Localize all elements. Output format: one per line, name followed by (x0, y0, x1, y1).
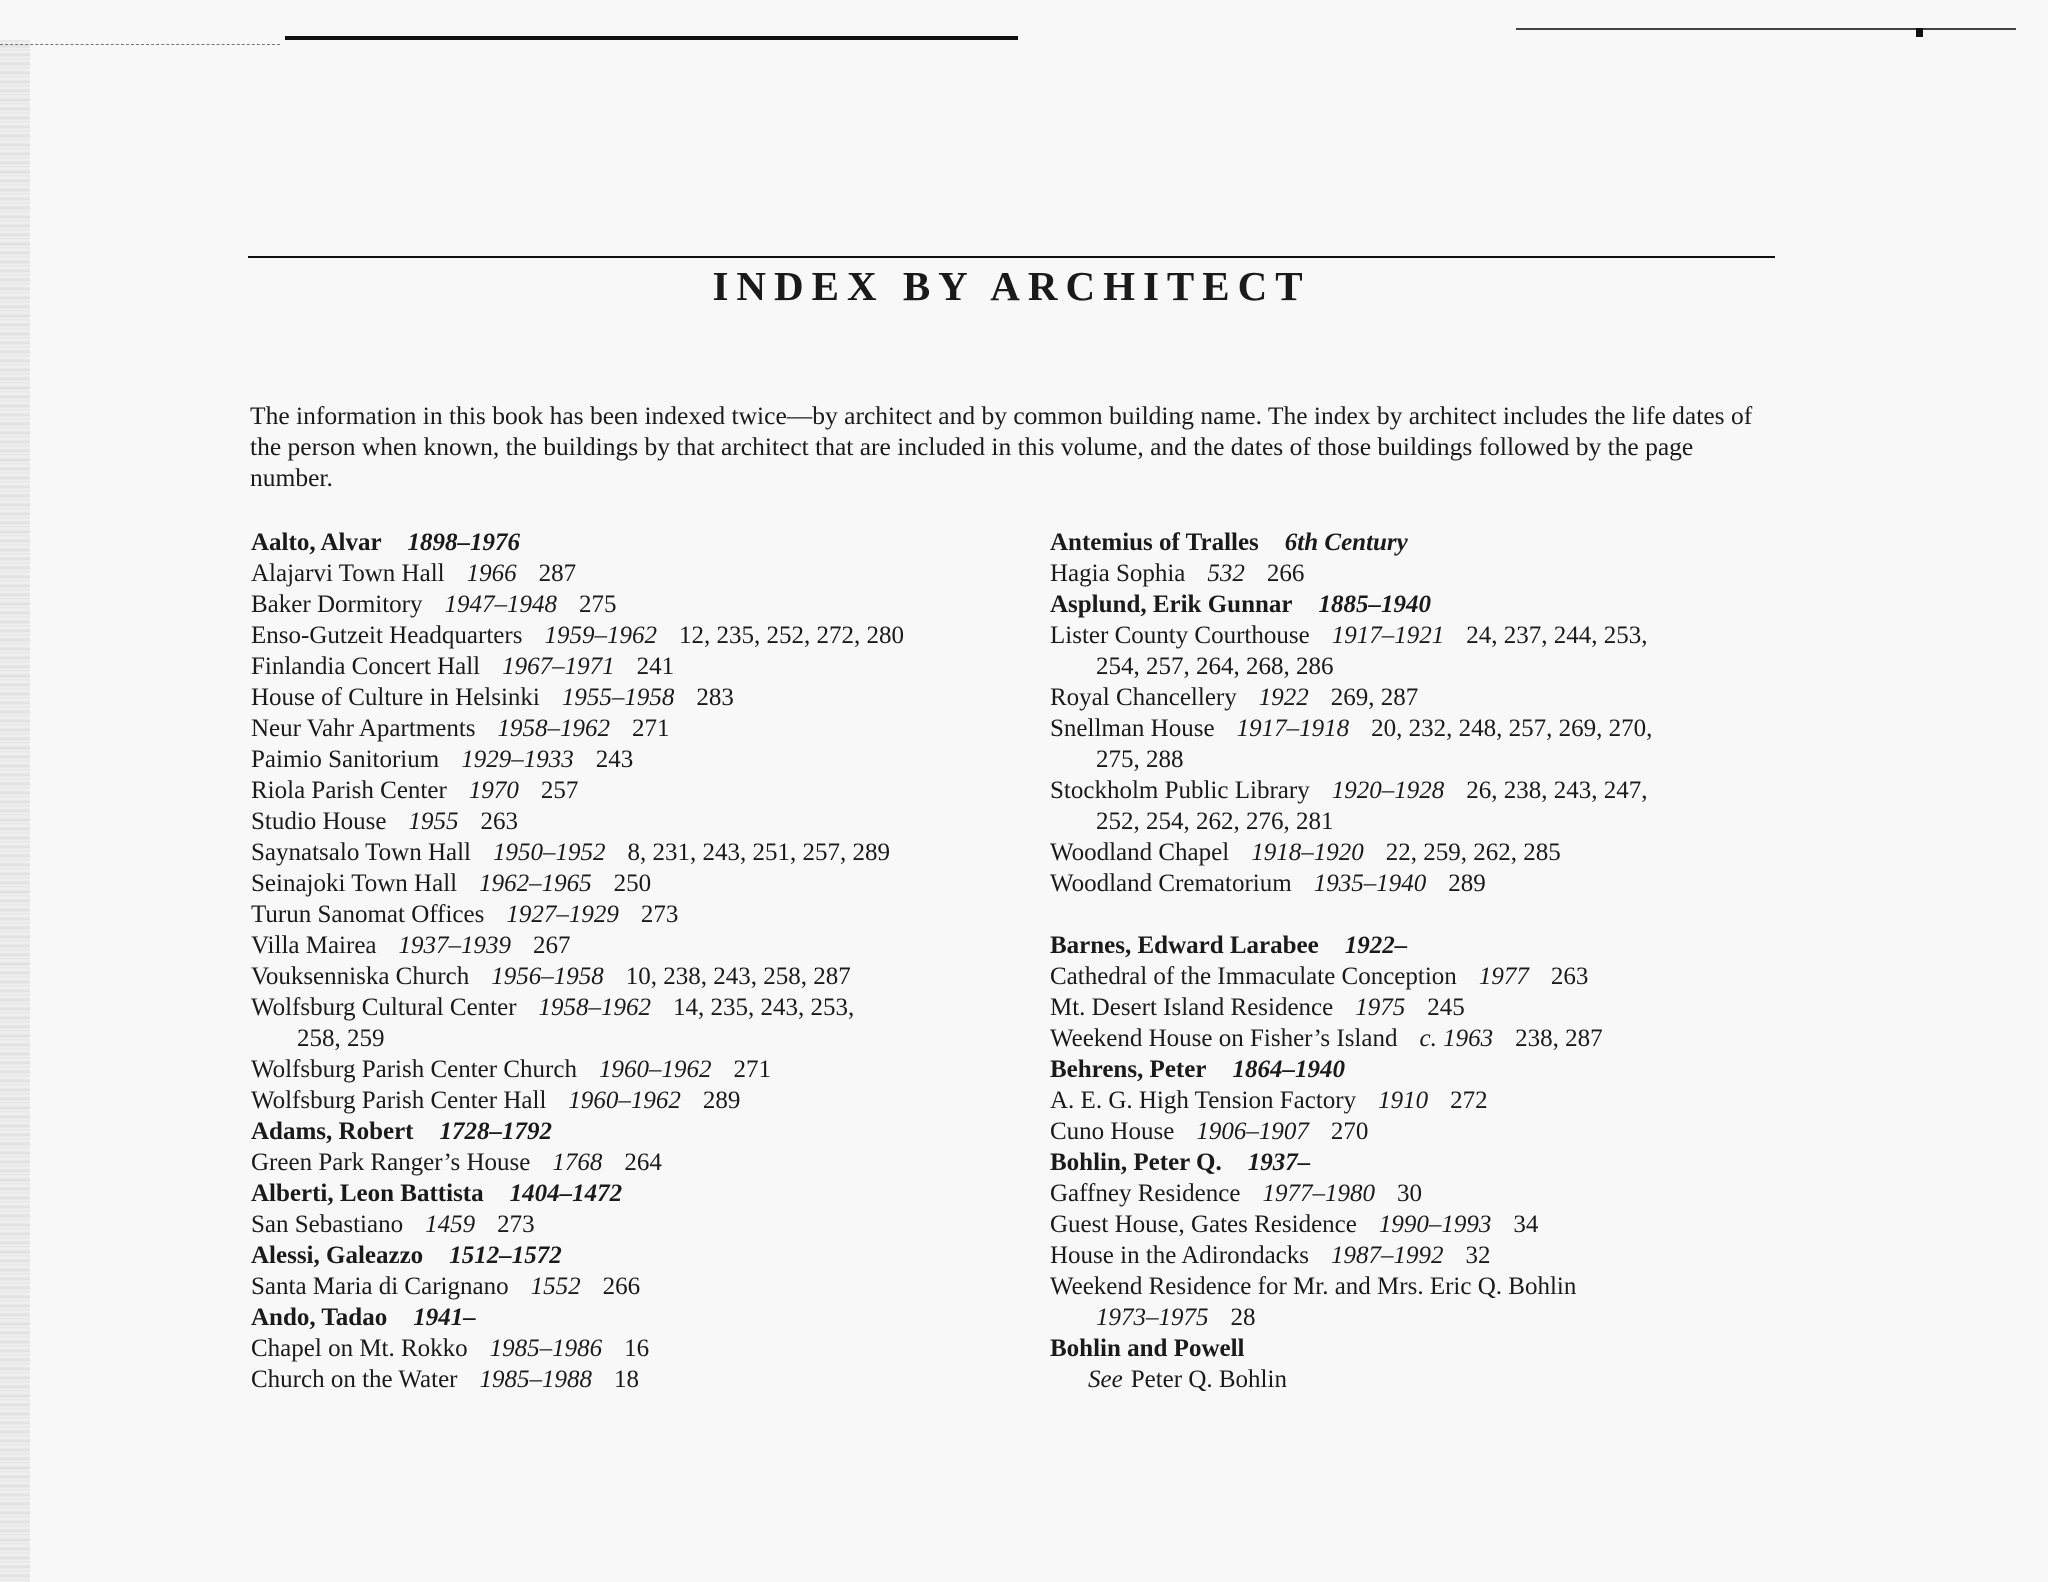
page-refs-continued: 252, 254, 262, 276, 281 (1096, 808, 1334, 835)
building-name: Santa Maria di Carignano (251, 1273, 509, 1300)
building-name: Gaffney Residence (1050, 1180, 1241, 1207)
building-name: Vouksenniska Church (251, 963, 470, 990)
building-date: 1977–1980 (1262, 1180, 1375, 1207)
building-date: 1966 (466, 560, 517, 587)
page-refs: 245 (1427, 994, 1465, 1021)
architect-name: Bohlin, Peter Q. (1050, 1149, 1222, 1176)
page-refs: 287 (538, 560, 577, 587)
page-refs: 28 (1230, 1304, 1256, 1331)
architect-dates: 1922– (1344, 932, 1408, 959)
building-name: Paimio Sanitorium (251, 746, 440, 773)
building-name: Weekend Residence for Mr. and Mrs. Eric Q. Bohlin (1050, 1273, 1577, 1300)
building-entry (251, 868, 1011, 899)
building-date: 1977 (1478, 963, 1529, 990)
architect-heading (251, 1302, 1011, 1333)
building-name: Royal Chancellery (1050, 684, 1237, 711)
architect-heading (1050, 589, 1810, 620)
building-date: 1970 (468, 777, 519, 804)
building-date: 1917–1921 (1331, 622, 1445, 649)
building-name: Baker Dormitory (251, 591, 423, 618)
page-refs: 271 (733, 1056, 771, 1083)
building-date: 1768 (552, 1149, 603, 1176)
building-entry (251, 806, 1011, 837)
architect-heading (251, 1178, 1011, 1209)
building-date: 1947–1948 (444, 591, 557, 618)
building-entry (1050, 1271, 1810, 1302)
building-date: 1917–1918 (1236, 715, 1350, 742)
building-entry (1050, 1116, 1810, 1147)
architect-name: Aalto, Alvar (251, 529, 382, 556)
building-date: 1950–1952 (492, 839, 606, 866)
building-name: Stockholm Public Library (1050, 777, 1310, 804)
building-entry (251, 558, 1011, 589)
building-entry (251, 1364, 1011, 1395)
building-date: 1918–1920 (1251, 839, 1364, 866)
intro-paragraph: The information in this book has been indexed twice—by architect and by common building name. The index by architect includes the life dates of the person when known, the buildings by that architect that are included in this volume, and the dates of those buildings followed by the page number. (250, 401, 1753, 492)
page-refs: 289 (702, 1087, 741, 1114)
building-name: Alajarvi Town Hall (251, 560, 445, 587)
architect-name: Alberti, Leon Battista (251, 1180, 484, 1207)
building-date: 1987–1992 (1330, 1242, 1444, 1269)
page-refs: 264 (624, 1149, 662, 1176)
building-date: 1955–1958 (561, 684, 675, 711)
building-date: 1973–1975 (1096, 1304, 1209, 1331)
page-refs: 271 (632, 715, 670, 742)
architect-heading (1050, 1054, 1810, 1085)
title-rule (248, 256, 1775, 258)
building-name: Turun Sanomat Offices (251, 901, 485, 928)
page-refs: 16 (624, 1335, 650, 1362)
building-name: Green Park Ranger’s House (251, 1149, 531, 1176)
architect-name: Antemius of Tralles (1050, 529, 1259, 556)
building-name: Woodland Crematorium (1050, 870, 1292, 897)
page-refs: 266 (1266, 560, 1305, 587)
page-refs-continued: 254, 257, 264, 268, 286 (1096, 653, 1334, 680)
architect-dates: 1512–1572 (449, 1242, 562, 1269)
building-name: Enso-Gutzeit Headquarters (251, 622, 523, 649)
building-entry (251, 620, 1011, 651)
architect-heading (1050, 527, 1810, 558)
architect-name: Asplund, Erik Gunnar (1050, 591, 1293, 618)
building-entry (251, 682, 1011, 713)
page-refs: 289 (1448, 870, 1486, 897)
building-name: Hagia Sophia (1050, 560, 1186, 587)
building-date: 1960–1962 (598, 1056, 712, 1083)
building-name: Seinajoki Town Hall (251, 870, 458, 897)
building-entry (1050, 1209, 1810, 1240)
building-name: Finlandia Concert Hall (251, 653, 481, 680)
building-name: Mt. Desert Island Residence (1050, 994, 1334, 1021)
page-refs-continued: 275, 288 (1096, 746, 1184, 773)
see-target: Peter Q. Bohlin (1130, 1366, 1287, 1393)
building-date: 1960–1962 (568, 1087, 681, 1114)
building-name: Lister County Courthouse (1050, 622, 1310, 649)
building-entry (1050, 1085, 1810, 1116)
building-entry (251, 1085, 1011, 1116)
page-refs: 8, 231, 243, 251, 257, 289 (627, 839, 890, 866)
building-name: San Sebastiano (251, 1211, 404, 1238)
page-refs: 241 (636, 653, 675, 680)
building-entry-continued (1050, 1302, 1810, 1333)
page-refs: 273 (497, 1211, 535, 1238)
architect-heading (251, 527, 1011, 558)
building-name: Snellman House (1050, 715, 1215, 742)
building-entry (251, 744, 1011, 775)
building-name: Riola Parish Center (251, 777, 447, 804)
page-refs: 267 (533, 932, 571, 959)
top-dashed-rule (0, 44, 280, 45)
building-name: Studio House (251, 808, 387, 835)
scan-edge-shadow (0, 40, 30, 1582)
building-date: 1929–1933 (461, 746, 574, 773)
building-entry (1050, 682, 1810, 713)
architect-dates: 6th Century (1284, 529, 1408, 556)
building-entry (1050, 558, 1810, 589)
page-refs: 30 (1396, 1180, 1422, 1207)
building-date: 1906–1907 (1196, 1118, 1309, 1145)
architect-heading (1050, 1333, 1810, 1364)
building-entry (1050, 837, 1810, 868)
page-refs: 22, 259, 262, 285 (1385, 839, 1561, 866)
building-entry (1050, 868, 1810, 899)
building-name: Guest House, Gates Residence (1050, 1211, 1357, 1238)
building-date: 1985–1986 (489, 1335, 603, 1362)
building-date: 1958–1962 (538, 994, 652, 1021)
see-reference (1050, 1364, 1810, 1395)
building-date: 1975 (1355, 994, 1406, 1021)
crop-mark (1916, 28, 1923, 37)
building-name: House in the Adirondacks (1050, 1242, 1309, 1269)
architect-name: Barnes, Edward Larabee (1050, 932, 1319, 959)
building-entry (251, 992, 1011, 1023)
building-date: 1958–1962 (497, 715, 610, 742)
building-entry (251, 651, 1011, 682)
building-name: Villa Mairea (251, 932, 377, 959)
page-refs: 263 (480, 808, 518, 835)
building-name: Cathedral of the Immaculate Conception (1050, 963, 1457, 990)
building-date: 1552 (530, 1273, 581, 1300)
architect-heading (1050, 930, 1810, 961)
building-entry (251, 837, 1011, 868)
building-date: 1927–1929 (506, 901, 619, 928)
architect-dates: 1728–1792 (439, 1118, 552, 1145)
top-rule-right (1516, 28, 2016, 30)
architect-dates: 1885–1940 (1318, 591, 1431, 618)
building-entry (251, 1271, 1011, 1302)
building-date: 1910 (1378, 1087, 1429, 1114)
building-entry (251, 713, 1011, 744)
building-entry (251, 1333, 1011, 1364)
page-refs: 24, 237, 244, 253, (1466, 622, 1648, 649)
page-refs: 266 (602, 1273, 641, 1300)
building-name: A. E. G. High Tension Factory (1050, 1087, 1357, 1114)
see-label: See (1088, 1366, 1123, 1393)
page-refs: 269, 287 (1330, 684, 1419, 711)
building-date: 1985–1988 (479, 1366, 592, 1393)
architect-dates: 1941– (413, 1304, 476, 1331)
building-entry (251, 961, 1011, 992)
building-date: 1920–1928 (1331, 777, 1445, 804)
building-entry (251, 775, 1011, 806)
building-date: 1922 (1258, 684, 1309, 711)
building-entry (1050, 992, 1810, 1023)
architect-name: Adams, Robert (251, 1118, 414, 1145)
architect-heading (251, 1116, 1011, 1147)
building-name: Wolfsburg Parish Center Hall (251, 1087, 547, 1114)
building-entry (1050, 1240, 1810, 1271)
building-name: Chapel on Mt. Rokko (251, 1335, 468, 1362)
building-name: Cuno House (1050, 1118, 1175, 1145)
architect-dates: 1404–1472 (509, 1180, 623, 1207)
page-refs: 12, 235, 252, 272, 280 (678, 622, 904, 649)
building-date: 1956–1958 (491, 963, 604, 990)
building-entry (1050, 1178, 1810, 1209)
index-column-right (1050, 527, 1810, 1395)
building-name: House of Culture in Helsinki (251, 684, 540, 711)
building-date: 1990–1993 (1378, 1211, 1492, 1238)
page-refs: 272 (1450, 1087, 1488, 1114)
page-refs: 238, 287 (1515, 1025, 1603, 1052)
page-refs: 18 (614, 1366, 639, 1393)
section-gap (1050, 899, 1810, 930)
page-refs: 270 (1330, 1118, 1369, 1145)
building-entry (1050, 961, 1810, 992)
page-title: INDEX BY ARCHITECT (712, 263, 1311, 309)
building-name: Wolfsburg Cultural Center (251, 994, 517, 1021)
page-refs: 14, 235, 243, 253, (673, 994, 855, 1021)
page-refs: 273 (640, 901, 679, 928)
building-name: Neur Vahr Apartments (251, 715, 476, 742)
building-date: 1959–1962 (544, 622, 657, 649)
architect-name: Behrens, Peter (1050, 1056, 1207, 1083)
building-name: Woodland Chapel (1050, 839, 1230, 866)
architect-dates: 1937– (1247, 1149, 1311, 1176)
building-date: 1962–1965 (479, 870, 592, 897)
building-entry (1050, 713, 1810, 744)
page-refs: 32 (1465, 1242, 1491, 1269)
building-date: c. 1963 (1419, 1025, 1494, 1052)
architect-name: Alessi, Galeazzo (251, 1242, 424, 1269)
building-name: Saynatsalo Town Hall (251, 839, 471, 866)
building-entry (251, 589, 1011, 620)
building-name: Wolfsburg Parish Center Church (251, 1056, 577, 1083)
page-refs-continued: 258, 259 (297, 1025, 385, 1052)
building-date: 1967–1971 (502, 653, 615, 680)
building-entry (251, 930, 1011, 961)
building-entry (251, 1209, 1011, 1240)
building-date: 532 (1207, 560, 1245, 587)
page-refs: 10, 238, 243, 258, 287 (625, 963, 851, 990)
building-entry (251, 1054, 1011, 1085)
architect-heading (251, 1240, 1011, 1271)
page-refs: 263 (1550, 963, 1589, 990)
building-name: Church on the Water (251, 1366, 458, 1393)
top-rule-left (285, 36, 1018, 40)
architect-dates: 1864–1940 (1232, 1056, 1345, 1083)
building-entry (1050, 1023, 1810, 1054)
architect-name: Ando, Tadao (251, 1304, 388, 1331)
page-refs: 20, 232, 248, 257, 269, 270, (1371, 715, 1653, 742)
building-date: 1459 (425, 1211, 476, 1238)
page-refs: 34 (1513, 1211, 1539, 1238)
page-refs: 275 (578, 591, 617, 618)
architect-dates: 1898–1976 (407, 529, 521, 556)
building-entry (1050, 620, 1810, 651)
page-refs: 243 (595, 746, 634, 773)
index-column-left (251, 527, 1011, 1395)
architect-name: Bohlin and Powell (1050, 1335, 1245, 1362)
building-entry (251, 899, 1011, 930)
architect-heading (1050, 1147, 1810, 1178)
building-entry (1050, 775, 1810, 806)
building-name: Weekend House on Fisher’s Island (1050, 1025, 1398, 1052)
page-refs: 250 (613, 870, 652, 897)
page-refs: 257 (540, 777, 579, 804)
page-refs: 26, 238, 243, 247, (1466, 777, 1648, 804)
building-date: 1935–1940 (1313, 870, 1427, 897)
page-refs: 283 (696, 684, 734, 711)
building-date: 1937–1939 (398, 932, 512, 959)
building-entry (251, 1147, 1011, 1178)
building-date: 1955 (408, 808, 459, 835)
